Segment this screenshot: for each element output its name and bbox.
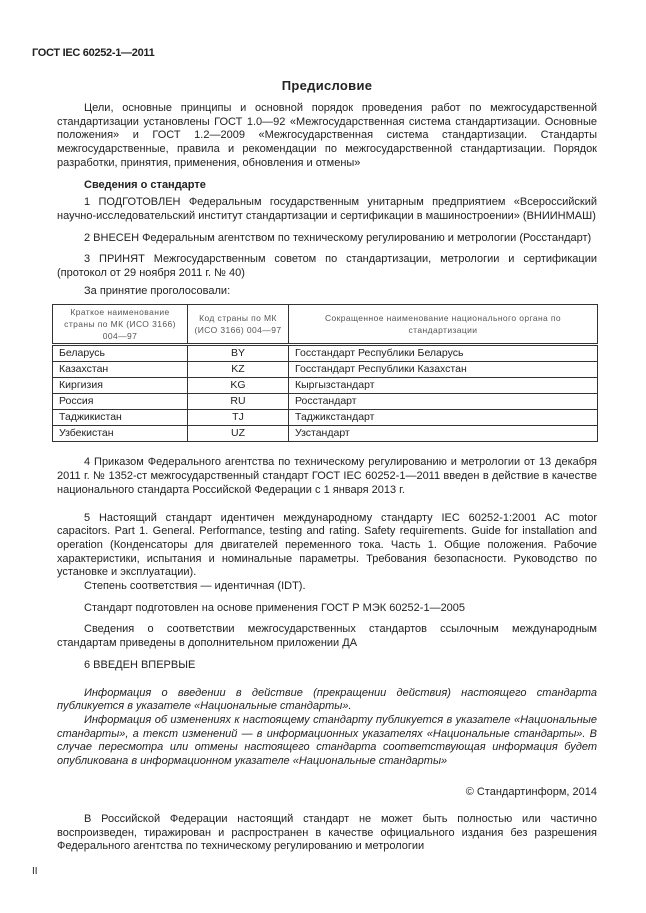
table-row: [53, 378, 598, 394]
notice-changes: Информация об изменениях к настоящему стандарту публикуется в указателе «Национальные стандарты», а текст изменений — в информационных указателях «Национальные стандарты». В случае пересмотра или отмены настоящего стандарта соответствующая информация будет опубликована в информационном указателе «Национальные стандарты»: [57, 713, 597, 768]
page-content: [32, 0, 597, 898]
body-cell: Госстандарт Республики Казахстан: [289, 362, 598, 378]
code-cell: TJ: [188, 410, 289, 426]
code-cell: UZ: [188, 426, 289, 442]
voting-table: [52, 304, 598, 442]
code-cell: KZ: [188, 362, 289, 378]
intro-paragraph: Цели, основные принципы и основной порядок проведения работ по межгосударственной стандартизации установлены ГОСТ 1.0—92 «Межгосударственная система стандартизации. Основные положения» и ГОСТ 1.2—2009 «Межгосударственная система стандартизации. Стандарты межгосударственные, правила и рекомендации по межгосударственной стандартизации. Порядок разработки, принятия, применения, обновления и отмены»: [57, 102, 597, 169]
code-cell: BY: [188, 345, 289, 362]
item-6: 6 ВВЕДЕН ВПЕРВЫЕ: [84, 658, 196, 671]
code-cell: KG: [188, 378, 289, 394]
document-id-header: ГОСТ IEC 60252-1—2011: [32, 47, 155, 59]
code-cell: RU: [188, 394, 289, 410]
item-5: 5 Настоящий стандарт идентичен международному стандарту IEC 60252-1:2001 AC motor capacitors. Part 1. General. Performance, testing and rating. Safety requirements. Guide for installation and operation (Конденсаторы для двигателей переменного тока. Часть 1. Общие положения. Рабочие характеристики, испытания и номинальные параметры. Требования безопасности. Руководство по установке и эксплуатации).: [57, 511, 597, 579]
item-1: 1 ПОДГОТОВЛЕН Федеральным государственным унитарным предприятием «Всероссийский научно-исследовательский институт стандартизации и сертификации в машиностроении» (ВНИИНМАШ): [57, 196, 597, 222]
notice-publication: Информация о введении в действие (прекращении действия) настоящего стандарта публикуется в указателе «Национальные стандарты».: [57, 686, 597, 713]
country-cell: Казахстан: [53, 362, 188, 378]
table-row: [53, 345, 598, 362]
page-number: II: [32, 865, 38, 877]
table-row: [53, 362, 598, 378]
item-2: 2 ВНЕСЕН Федеральным агентством по техническому регулированию и метрологии (Росстандарт): [84, 231, 592, 244]
column-header-body: Сокращенное наименование национального органа по стандартизации: [289, 305, 598, 345]
item-3: 3 ПРИНЯТ Межгосударственным советом по стандартизации, метрологии и сертификации (протокол от 29 ноября 2011 г. № 40): [57, 253, 597, 280]
body-cell: Росстандарт: [289, 394, 598, 410]
country-cell: Беларусь: [53, 345, 188, 362]
table-row: [53, 426, 598, 442]
body-cell: Таджикстандарт: [289, 410, 598, 426]
page-title: Предисловие: [281, 78, 373, 93]
body-cell: Госстандарт Республики Беларусь: [289, 345, 598, 362]
table-row: [53, 410, 598, 426]
table-header-row: [53, 305, 598, 345]
country-cell: Россия: [53, 394, 188, 410]
body-cell: Кыргызстандарт: [289, 378, 598, 394]
copyright: © Стандартинформ, 2014: [465, 785, 597, 798]
table-row: [53, 394, 598, 410]
voted-label: За принятие проголосовали:: [84, 284, 231, 297]
rights-paragraph: В Российской Федерации настоящий стандарт не может быть полностью или частично воспроизведен, тиражирован и распространен в качестве официального издания без разрешения Федерального агентства по техническому регулированию и метрологии: [57, 812, 597, 853]
item-5-references: Сведения о соответствии межгосударственных стандартов ссылочным международным стандартам приведены в дополнительном приложении ДА: [57, 623, 597, 650]
country-cell: Узбекистан: [53, 426, 188, 442]
country-cell: Киргизия: [53, 378, 188, 394]
column-header-code: Код страны по МК (ИСО 3166) 004—97: [188, 305, 289, 345]
section-heading: Сведения о стандарте: [84, 178, 206, 191]
item-5-basis: Стандарт подготовлен на основе применения ГОСТ Р МЭК 60252-1—2005: [84, 601, 466, 614]
item-4: 4 Приказом Федерального агентства по техническому регулированию и метрологии от 13 декабря 2011 г. № 1352-ст межгосударственный стандарт ГОСТ IEC 60252-1—2011 введен в действие в качестве национального стандарта Российской Федерации с 1 января 2013 г.: [57, 456, 597, 496]
column-header-country: Краткое наименование страны по МК (ИСО 3166) 004—97: [53, 305, 188, 345]
item-5-degree: Степень соответствия — идентичная (IDT).: [84, 580, 306, 593]
country-cell: Таджикистан: [53, 410, 188, 426]
body-cell: Узстандарт: [289, 426, 598, 442]
